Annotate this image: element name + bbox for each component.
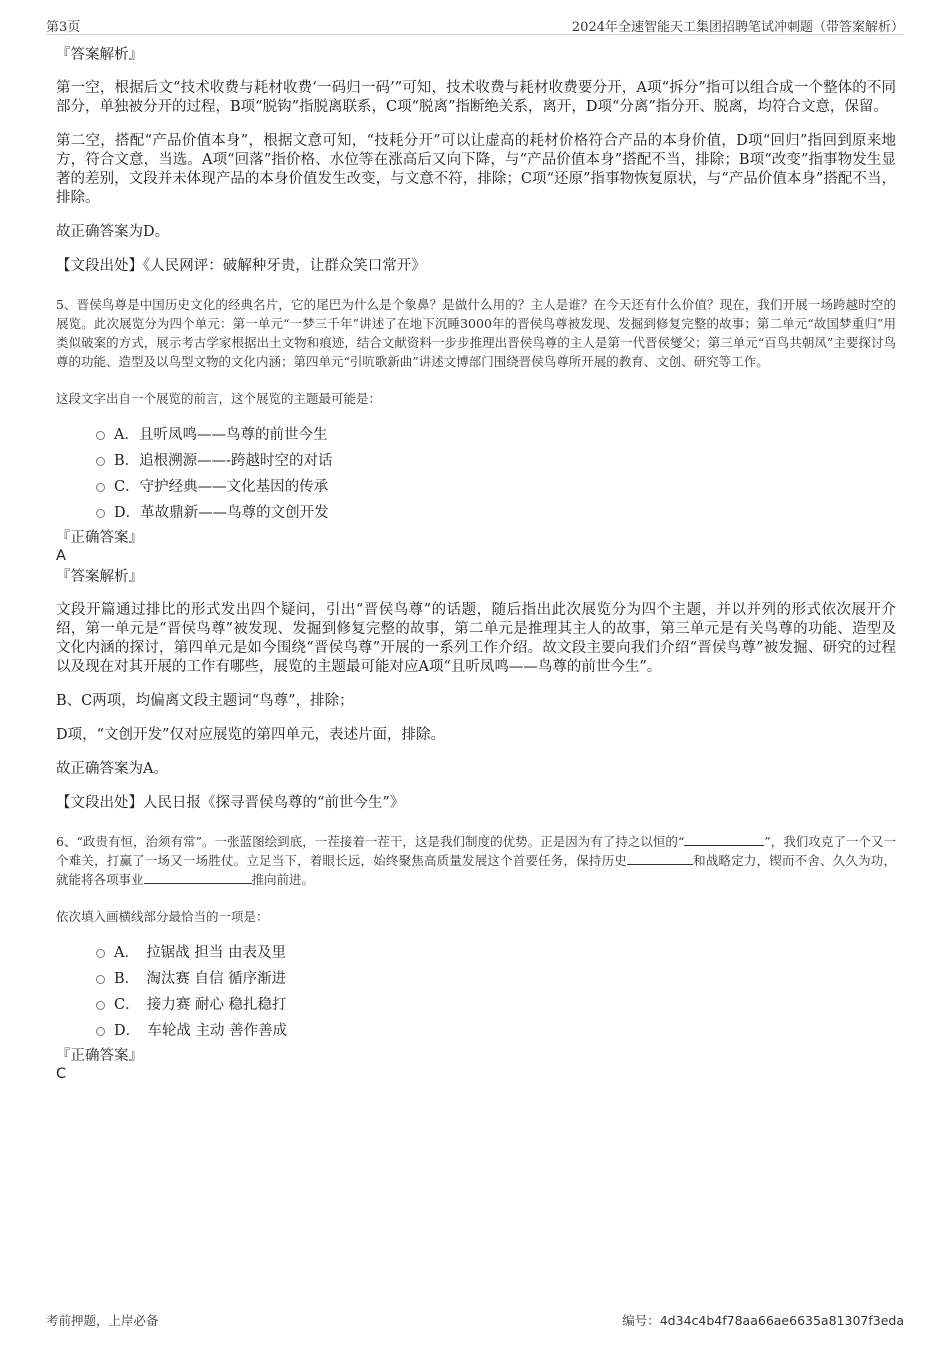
radio-icon[interactable] (96, 949, 105, 958)
analysis-label: 『答案解析』 (56, 47, 143, 63)
correct-answer-label: 『正确答案』 (56, 530, 143, 546)
option-label: B．追根溯源——-跨越时空的对话 (114, 453, 333, 469)
question-5-text: 5、晋侯鸟尊是中国历史文化的经典名片，它的尾巴为什么是个象鼻？是做什么用的？主人是谁？在今天还有什么价值？现在，我们开展一场跨越时空的展览。此次展览分为四个单元：第一单元“一梦三千年”讲述了在地下沉睡3000年的晋侯鸟尊被发现、发掘到修复完整的故事；第二单元“故国梦重归”用类似破案的方式，展示考古学家根据出土文物和痕迹，结合文献资料一步步推理出晋侯鸟尊的主人是第一代晋侯燮父；第三单元“百鸟共朝凤”主要探讨鸟尊的功能、造型及以鸟型文物的文化内涵；第四单元“引吭歌新曲”讲述文博部门围绕晋侯鸟尊所开展的教育、文创、研究等工作。 (56, 297, 896, 369)
radio-icon[interactable] (96, 1027, 105, 1036)
analysis-paragraph: D项，“文创开发”仅对应展览的第四单元，表述片面，排除。 (56, 727, 445, 743)
option-label: A． 拉锯战 担当 由表及里 (114, 945, 286, 961)
fill-blank (627, 852, 693, 865)
source-citation: 【文段出处】人民日报《探寻晋侯鸟尊的“前世今生”》 (56, 795, 405, 811)
question-5-prompt: 这段文字出自一个展览的前言，这个展览的主题最可能是： (56, 391, 382, 406)
document-title: 2024年全速智能天工集团招聘笔试冲刺题（带答案解析） (571, 20, 904, 35)
option-b[interactable] (96, 966, 896, 992)
analysis-paragraph: B、C两项，均偏离文段主题词“鸟尊”，排除； (56, 693, 354, 709)
option-d[interactable] (96, 500, 896, 526)
source-citation: 【文段出处】《人民网评：破解种牙贵，让群众笑口常开》 (56, 258, 426, 274)
document-code: 编号：4d34c4b4f78aa66ae6635a81307f3eda (622, 1313, 904, 1328)
analysis-paragraph: 第二空，搭配“产品价值本身”，根据文意可知，“技耗分开”可以让虚高的耗材价格符合产品的本身价值，D项“回归”指回到原来地方，符合文意，当选。A项“回落”指价格、水位等在涨高后又向下降，与“产品价值本身”搭配不当，排除；B项“改变”指事物发生显著的差别，文段并未体现产品的本身价值发生改变，与文意不符，排除；C项“还原”指事物恢复原状，与“产品价值本身”搭配不当，排除。 (56, 133, 896, 206)
footer-slogan: 考前押题，上岸必备 (46, 1313, 159, 1328)
analysis-label: 『答案解析』 (56, 569, 143, 585)
question-5-options (96, 422, 896, 526)
correct-answer: C (56, 1066, 67, 1082)
correct-answer-label: 『正确答案』 (56, 1048, 143, 1064)
option-label: A．且听凤鸣——鸟尊的前世今生 (114, 427, 328, 443)
option-b[interactable] (96, 448, 896, 474)
page-footer (46, 1311, 904, 1327)
correct-answer: A (56, 548, 66, 564)
radio-icon[interactable] (96, 483, 105, 492)
radio-icon[interactable] (96, 431, 105, 440)
analysis-paragraph: 文段开篇通过排比的形式发出四个疑问，引出“晋侯鸟尊”的话题，随后指出此次展览分为四个主题，并以并列的形式依次展开介绍，第一单元是“晋侯鸟尊”被发现、发掘到修复完整的故事，第二单元是推理其主人的故事，第三单元是有关鸟尊的功能、造型及文化内涵的探讨，第四单元是如今围绕“晋侯鸟尊”开展的一系列工作介绍。故文段主要向我们介绍“晋侯鸟尊”被发掘、研究的过程以及现在对其开展的工作有哪些，展览的主题最可能对应A项“且听凤鸣——鸟尊的前世今生”。 (56, 602, 896, 675)
option-label: C． 接力赛 耐心 稳扎稳打 (114, 997, 287, 1013)
fill-blank (144, 871, 252, 884)
answer-conclusion: 故正确答案为D。 (56, 224, 170, 240)
option-label: D．革故鼎新——鸟尊的文创开发 (114, 505, 329, 521)
option-a[interactable] (96, 940, 896, 966)
option-a[interactable] (96, 422, 896, 448)
option-label: C．守护经典——文化基因的传承 (114, 479, 329, 495)
radio-icon[interactable] (96, 975, 105, 984)
option-c[interactable] (96, 474, 896, 500)
radio-icon[interactable] (96, 1001, 105, 1010)
page-header (46, 14, 904, 35)
radio-icon[interactable] (96, 509, 105, 518)
option-d[interactable] (96, 1018, 896, 1044)
answer-conclusion: 故正确答案为A。 (56, 761, 168, 777)
option-c[interactable] (96, 992, 896, 1018)
option-label: B． 淘汰赛 自信 循序渐进 (114, 971, 287, 987)
analysis-paragraph: 第一空，根据后文“技术收费与耗材收费‘一码归一码’”可知，技术收费与耗材收费要分开，A项“拆分”指可以组合成一个整体的不同部分，单独被分开的过程，B项“脱钩”指脱离联系，C项“脱离”指断绝关系，离开，D项“分离”指分开、脱离，均符合文意，保留。 (56, 80, 896, 115)
question-6-options (96, 940, 896, 1044)
main-content (56, 46, 896, 1083)
question-6-text: 6、“政贵有恒，治须有常”。一张蓝图绘到底，一茬接着一茬干，这是我们制度的优势。正是因为有了持之以恒的“ ”，我们攻克了一个又一个难关，打赢了一场又一场胜仗。立足当下，着眼长远，始终聚焦高质量发展这个首要任务，保持历史 和战略定力，锲而不舍、久久为功，就能将各项事业 推向前进。 (56, 834, 896, 887)
question-6-prompt: 依次填入画横线部分最恰当的一项是： (56, 909, 269, 924)
page-number: 第3页 (46, 20, 81, 35)
fill-blank (684, 833, 764, 846)
option-label: D． 车轮战 主动 善作善成 (114, 1023, 288, 1039)
radio-icon[interactable] (96, 457, 105, 466)
